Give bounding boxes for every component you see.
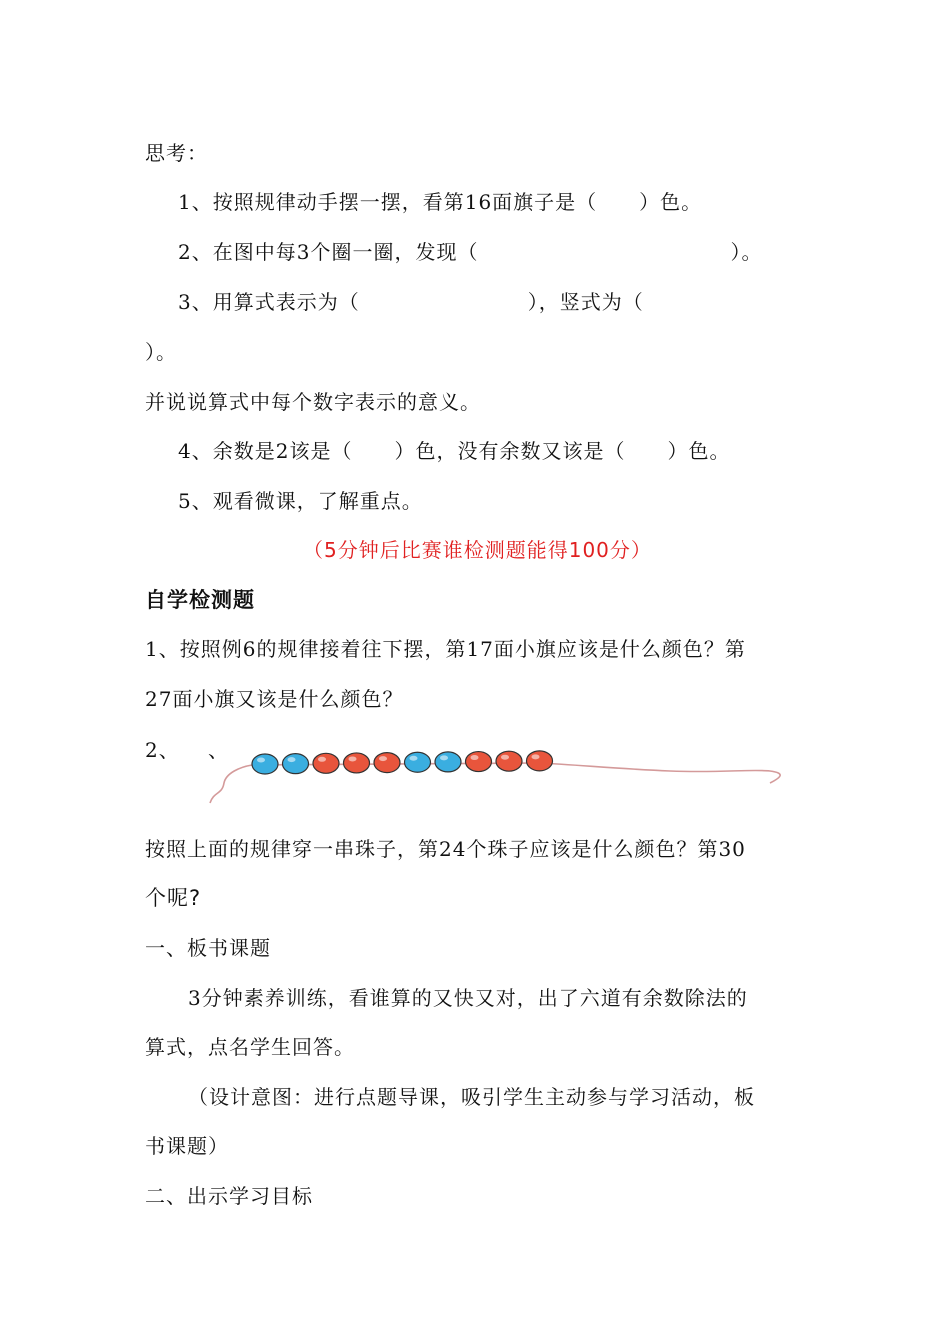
bead-highlight [532,754,540,759]
self-test-problem-2-tail: 个呢? [145,886,202,910]
think-question-5: 5、观看微课，了解重点。 [178,489,423,513]
contest-note: （5分钟后比赛谁检测题能得100分） [303,538,652,562]
bead-red [466,752,492,772]
self-test-heading: 自学检测题 [145,588,255,612]
bead-red [313,753,339,773]
bead-highlight [471,755,479,760]
bead-highlight [410,756,418,761]
bead-highlight [288,757,296,762]
self-test-problem-1: 1、按照例6的规律接着往下摆，第17面小旗应该是什么颜色？第 [145,637,746,661]
think-question-3-end: ）。 [145,340,177,364]
design-intent: （设计意图：进行点题导课，吸引学生主动参与学习活动，板 [188,1085,755,1109]
bead-blue [252,754,278,774]
think-heading: 思考： [145,141,208,165]
bead-highlight [379,756,387,761]
bead-highlight [440,755,448,760]
think-question-1: 1、按照规律动手摆一摆，看第16面旗子是（ ）色。 [178,190,703,214]
bead-blue [435,752,461,772]
section-1-title: 一、板书课题 [145,936,271,960]
self-test-problem-2-text: 按照上面的规律穿一串珠子，第24个珠子应该是什么颜色？第30 [145,837,746,861]
bead-blue [283,754,309,774]
think-question-4: 4、余数是2该是（ ）色，没有余数又该是（ ）色。 [178,439,731,463]
bead-highlight [257,758,265,763]
section-2-title: 二、出示学习目标 [145,1184,313,1208]
think-question-2: 2、在图中每3个圈一圈，发现（ ）。 [178,240,763,264]
bead-highlight [318,757,326,762]
section-1-paragraph-cont: 算式，点名学生回答。 [145,1035,355,1059]
bead-highlight [501,755,509,760]
bead-red [527,751,553,771]
self-test-problem-2-number: 2、 [145,738,180,762]
self-test-problem-2-mark: 、 [208,738,229,762]
self-test-problem-1-cont: 27面小旗又该是什么颜色？ [145,687,404,711]
bead-red [496,751,522,771]
bead-highlight [349,756,357,761]
section-1-paragraph: 3分钟素养训练，看谁算的又快又对，出了六道有余数除法的 [188,986,748,1010]
bead-string-illustration [200,735,790,810]
think-question-3-explain: 并说说算式中每个数字表示的意义。 [145,390,481,414]
bead-group [252,751,553,774]
think-question-3: 3、用算式表示为（ ），竖式为（ [178,290,644,314]
bead-red [344,753,370,773]
bead-blue [405,752,431,772]
bead-red [374,753,400,773]
design-intent-cont: 书课题） [145,1134,229,1158]
